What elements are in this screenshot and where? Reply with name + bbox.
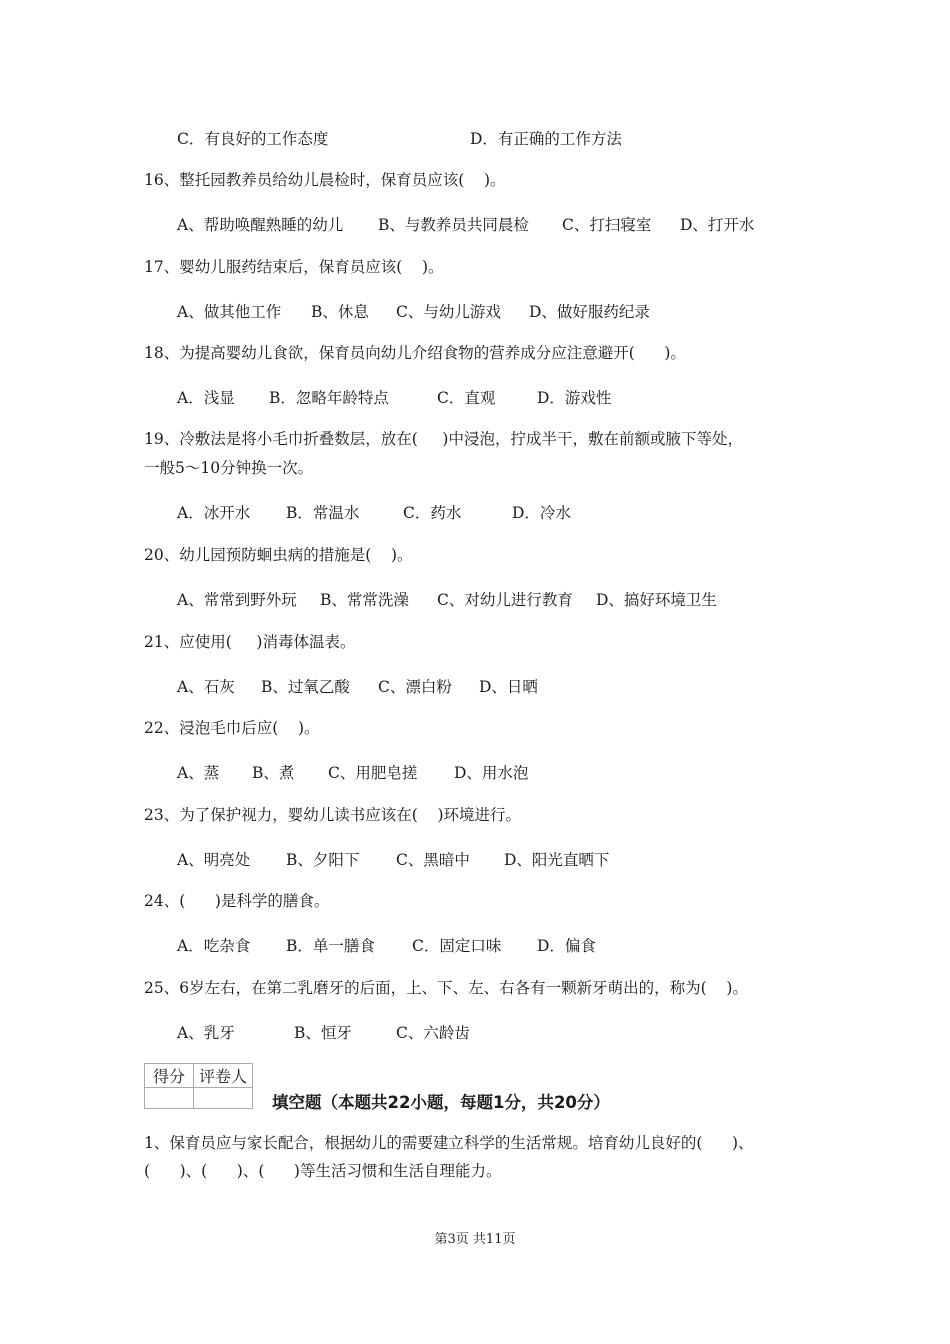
- q20-option-c: C、对幼儿进行教育: [437, 591, 573, 609]
- q23-stem: 23、为了保护视力，婴幼儿读书应该在( )环境进行。: [144, 806, 522, 824]
- q20-stem: 20、幼儿园预防蛔虫病的措施是( )。: [144, 546, 413, 564]
- q22-option-a: A、蒸: [177, 764, 220, 782]
- q22-stem: 22、浸泡毛巾后应( )。: [144, 719, 320, 737]
- q20-option-d: D、搞好环境卫生: [596, 591, 717, 609]
- q19-option-a: A．冰开水: [177, 504, 251, 522]
- q23-option-c: C、黑暗中: [396, 851, 470, 869]
- q25-option-a: A、乳牙: [177, 1024, 235, 1042]
- q23-option-b: B、夕阳下: [286, 851, 360, 869]
- q17-option-c: C、与幼儿游戏: [396, 303, 501, 321]
- q19-option-d: D．冷水: [512, 504, 571, 522]
- q19-stem-line1: 19、冷敷法是将小毛巾折叠数层，放在( )中浸泡，拧成半干，敷在前额或腋下等处，: [144, 430, 743, 448]
- q21-option-a: A、石灰: [177, 678, 235, 696]
- q24-option-a: A．吃杂食: [177, 937, 251, 955]
- score-cell: [145, 1088, 194, 1109]
- q22-option-c: C、用肥皂搓: [328, 764, 418, 782]
- q23-option-a: A、明亮处: [177, 851, 251, 869]
- grader-cell: [194, 1088, 253, 1109]
- q22-option-b: B、煮: [252, 764, 295, 782]
- fill1-line2: ( )、( )、( )等生活习惯和生活自理能力。: [144, 1162, 502, 1180]
- q16-option-b: B、与教养员共同晨检: [378, 216, 529, 234]
- q25-option-c: C、六龄齿: [396, 1024, 470, 1042]
- q19-option-b: B．常温水: [286, 504, 360, 522]
- q15-option-d: D．有正确的工作方法: [470, 130, 622, 148]
- q18-option-a: A．浅显: [177, 389, 235, 407]
- q21-option-d: D、日晒: [479, 678, 538, 696]
- q25-option-b: B、恒牙: [294, 1024, 352, 1042]
- q18-option-d: D．游戏性: [537, 389, 612, 407]
- q20-option-a: A、常常到野外玩: [177, 591, 297, 609]
- q18-option-c: C．直观: [437, 389, 496, 407]
- score-header: 得分: [145, 1064, 194, 1088]
- q17-option-b: B、休息: [311, 303, 369, 321]
- q19-option-c: C．药水: [403, 504, 462, 522]
- q17-option-a: A、做其他工作: [177, 303, 282, 321]
- q24-option-b: B．单一膳食: [286, 937, 375, 955]
- q17-stem: 17、婴幼儿服药结束后，保育员应该( )。: [144, 258, 444, 276]
- q24-stem: 24、( )是科学的膳食。: [144, 892, 330, 910]
- q20-option-b: B、常常洗澡: [320, 591, 409, 609]
- grader-header: 评卷人: [194, 1064, 253, 1088]
- q24-option-c: C．固定口味: [412, 937, 502, 955]
- q21-option-b: B、过氧乙酸: [261, 678, 350, 696]
- q16-option-d: D、打开水: [680, 216, 755, 234]
- q16-stem: 16、整托园教养员给幼儿晨检时，保育员应该( )。: [144, 171, 506, 189]
- q19-stem-line2: 一般5～10分钟换一次。: [144, 459, 314, 477]
- q15-option-c: C．有良好的工作态度: [177, 130, 329, 148]
- score-table: [144, 1063, 253, 1109]
- q18-option-b: B．忽略年龄特点: [269, 389, 389, 407]
- q16-option-a: A、帮助唤醒熟睡的幼儿: [177, 216, 344, 234]
- q24-option-d: D．偏食: [537, 937, 596, 955]
- q17-option-d: D、做好服药纪录: [529, 303, 650, 321]
- q16-option-c: C、打扫寝室: [562, 216, 652, 234]
- q21-option-c: C、漂白粉: [378, 678, 452, 696]
- q23-option-d: D、阳光直晒下: [504, 851, 610, 869]
- q21-stem: 21、应使用( )消毒体温表。: [144, 633, 356, 651]
- section-title: 填空题（本题共22小题，每题1分，共20分）: [272, 1093, 610, 1112]
- page-footer: 第3页 共11页: [434, 1232, 516, 1247]
- fill1-line1: 1、保育员应与家长配合，根据幼儿的需要建立科学的生活常规。培育幼儿良好的( )、: [144, 1134, 754, 1152]
- q25-stem: 25、6岁左右，在第二乳磨牙的后面，上、下、左、右各有一颗新牙萌出的，称为( )。: [144, 979, 748, 997]
- q22-option-d: D、用水泡: [454, 764, 529, 782]
- q18-stem: 18、为提高婴幼儿食欲，保育员向幼儿介绍食物的营养成分应注意避开( )。: [144, 344, 686, 362]
